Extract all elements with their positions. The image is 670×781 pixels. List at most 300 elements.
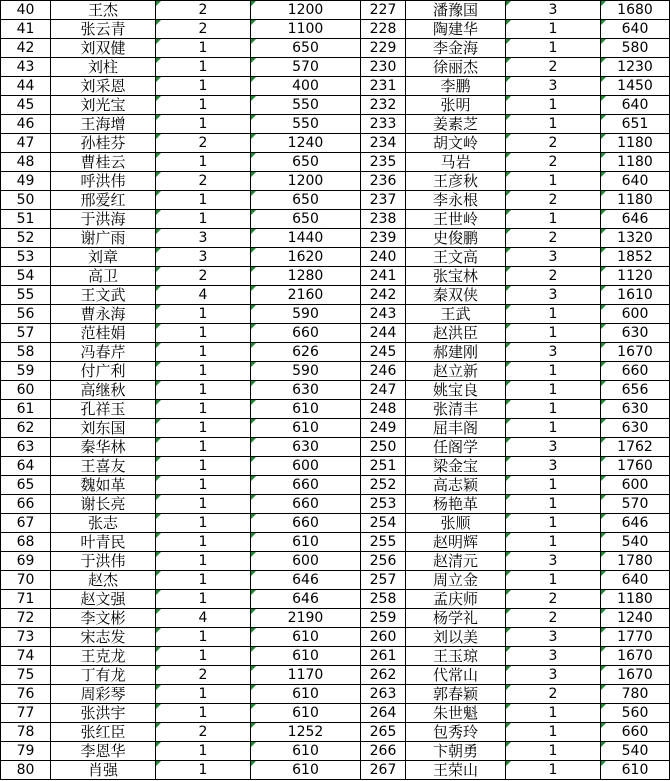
cell-row-number-right[interactable]: 228 (361, 20, 406, 39)
cell-count-left[interactable]: 2 (156, 134, 251, 153)
cell-name-left[interactable]: 曹桂云 (51, 153, 156, 172)
cell-name-right[interactable]: 任阁学 (406, 438, 506, 457)
cell-row-number-left[interactable]: 62 (1, 419, 51, 438)
cell-amount-right[interactable]: 570 (601, 495, 670, 514)
cell-count-right[interactable]: 3 (506, 666, 601, 685)
cell-name-right[interactable]: 秦双侠 (406, 286, 506, 305)
cell-count-left[interactable]: 1 (156, 39, 251, 58)
cell-amount-left[interactable]: 570 (251, 58, 361, 77)
cell-row-number-left[interactable]: 79 (1, 742, 51, 761)
cell-count-right[interactable]: 1 (506, 20, 601, 39)
cell-row-number-right[interactable]: 240 (361, 248, 406, 267)
cell-count-right[interactable]: 1 (506, 39, 601, 58)
cell-row-number-right[interactable]: 244 (361, 324, 406, 343)
cell-row-number-left[interactable]: 44 (1, 77, 51, 96)
cell-row-number-left[interactable]: 53 (1, 248, 51, 267)
cell-row-number-left[interactable]: 71 (1, 590, 51, 609)
cell-name-left[interactable]: 刘柱 (51, 58, 156, 77)
cell-count-right[interactable]: 3 (506, 77, 601, 96)
cell-amount-right[interactable]: 1780 (601, 552, 670, 571)
cell-row-number-right[interactable]: 262 (361, 666, 406, 685)
cell-amount-left[interactable]: 610 (251, 419, 361, 438)
cell-row-number-right[interactable]: 247 (361, 381, 406, 400)
cell-row-number-right[interactable]: 246 (361, 362, 406, 381)
cell-count-left[interactable]: 1 (156, 476, 251, 495)
cell-amount-left[interactable]: 660 (251, 324, 361, 343)
cell-row-number-left[interactable]: 45 (1, 96, 51, 115)
cell-name-right[interactable]: 李永根 (406, 191, 506, 210)
cell-row-number-left[interactable]: 76 (1, 685, 51, 704)
cell-count-left[interactable]: 1 (156, 96, 251, 115)
cell-row-number-left[interactable]: 51 (1, 210, 51, 229)
cell-name-right[interactable]: 梁金宝 (406, 457, 506, 476)
cell-row-number-left[interactable]: 61 (1, 400, 51, 419)
cell-row-number-left[interactable]: 78 (1, 723, 51, 742)
cell-row-number-left[interactable]: 57 (1, 324, 51, 343)
cell-amount-left[interactable]: 590 (251, 305, 361, 324)
cell-row-number-right[interactable]: 238 (361, 210, 406, 229)
cell-row-number-left[interactable]: 41 (1, 20, 51, 39)
cell-name-right[interactable]: 周立金 (406, 571, 506, 590)
cell-name-left[interactable]: 王喜友 (51, 457, 156, 476)
cell-row-number-right[interactable]: 231 (361, 77, 406, 96)
cell-name-left[interactable]: 叶青民 (51, 533, 156, 552)
cell-row-number-left[interactable]: 63 (1, 438, 51, 457)
cell-row-number-right[interactable]: 239 (361, 229, 406, 248)
cell-count-right[interactable]: 3 (506, 248, 601, 267)
cell-name-left[interactable]: 呼洪伟 (51, 172, 156, 191)
cell-row-number-right[interactable]: 266 (361, 742, 406, 761)
cell-amount-right[interactable]: 560 (601, 704, 670, 723)
cell-amount-left[interactable]: 650 (251, 39, 361, 58)
cell-amount-right[interactable]: 1320 (601, 229, 670, 248)
cell-count-left[interactable]: 1 (156, 210, 251, 229)
cell-row-number-left[interactable]: 49 (1, 172, 51, 191)
cell-count-right[interactable]: 3 (506, 647, 601, 666)
cell-amount-left[interactable]: 650 (251, 210, 361, 229)
cell-row-number-right[interactable]: 263 (361, 685, 406, 704)
cell-count-left[interactable]: 1 (156, 704, 251, 723)
cell-row-number-right[interactable]: 234 (361, 134, 406, 153)
cell-name-left[interactable]: 于洪伟 (51, 552, 156, 571)
cell-row-number-left[interactable]: 54 (1, 267, 51, 286)
cell-count-right[interactable]: 2 (506, 229, 601, 248)
cell-amount-right[interactable]: 1180 (601, 191, 670, 210)
cell-amount-right[interactable]: 630 (601, 400, 670, 419)
cell-count-right[interactable]: 1 (506, 324, 601, 343)
cell-row-number-left[interactable]: 47 (1, 134, 51, 153)
cell-name-left[interactable]: 宋志发 (51, 628, 156, 647)
cell-count-left[interactable]: 1 (156, 571, 251, 590)
cell-amount-right[interactable]: 1610 (601, 286, 670, 305)
cell-count-right[interactable]: 1 (506, 533, 601, 552)
cell-name-left[interactable]: 刘章 (51, 248, 156, 267)
cell-count-left[interactable]: 1 (156, 191, 251, 210)
cell-row-number-right[interactable]: 255 (361, 533, 406, 552)
cell-row-number-left[interactable]: 58 (1, 343, 51, 362)
cell-row-number-right[interactable]: 243 (361, 305, 406, 324)
cell-row-number-right[interactable]: 232 (361, 96, 406, 115)
cell-row-number-left[interactable]: 66 (1, 495, 51, 514)
cell-amount-left[interactable]: 1200 (251, 172, 361, 191)
cell-amount-left[interactable]: 660 (251, 514, 361, 533)
cell-name-left[interactable]: 于洪海 (51, 210, 156, 229)
cell-name-right[interactable]: 高志颖 (406, 476, 506, 495)
cell-amount-left[interactable]: 550 (251, 115, 361, 134)
cell-count-left[interactable]: 2 (156, 723, 251, 742)
cell-name-right[interactable]: 王文高 (406, 248, 506, 267)
cell-row-number-left[interactable]: 74 (1, 647, 51, 666)
cell-name-left[interactable]: 谢长亮 (51, 495, 156, 514)
cell-amount-left[interactable]: 2160 (251, 286, 361, 305)
cell-amount-left[interactable]: 626 (251, 343, 361, 362)
cell-amount-right[interactable]: 640 (601, 96, 670, 115)
cell-amount-right[interactable]: 540 (601, 742, 670, 761)
cell-amount-right[interactable]: 1852 (601, 248, 670, 267)
cell-count-left[interactable]: 1 (156, 438, 251, 457)
cell-name-right[interactable]: 刘以美 (406, 628, 506, 647)
cell-row-number-left[interactable]: 65 (1, 476, 51, 495)
cell-row-number-right[interactable]: 249 (361, 419, 406, 438)
cell-row-number-left[interactable]: 59 (1, 362, 51, 381)
cell-amount-left[interactable]: 1170 (251, 666, 361, 685)
cell-name-right[interactable]: 姚宝良 (406, 381, 506, 400)
cell-amount-left[interactable]: 646 (251, 590, 361, 609)
cell-name-left[interactable]: 刘东国 (51, 419, 156, 438)
cell-row-number-left[interactable]: 60 (1, 381, 51, 400)
cell-name-right[interactable]: 徐丽杰 (406, 58, 506, 77)
cell-name-left[interactable]: 谢广雨 (51, 229, 156, 248)
cell-count-left[interactable]: 1 (156, 115, 251, 134)
cell-count-right[interactable]: 1 (506, 115, 601, 134)
cell-amount-left[interactable]: 600 (251, 457, 361, 476)
cell-count-right[interactable]: 3 (506, 552, 601, 571)
cell-amount-left[interactable]: 1440 (251, 229, 361, 248)
cell-count-left[interactable]: 1 (156, 419, 251, 438)
cell-name-right[interactable]: 胡文岭 (406, 134, 506, 153)
cell-count-right[interactable]: 2 (506, 267, 601, 286)
cell-name-left[interactable]: 丁有龙 (51, 666, 156, 685)
cell-count-left[interactable]: 1 (156, 514, 251, 533)
cell-name-right[interactable]: 史俊鹏 (406, 229, 506, 248)
cell-amount-right[interactable]: 646 (601, 514, 670, 533)
cell-count-right[interactable]: 1 (506, 723, 601, 742)
cell-count-left[interactable]: 1 (156, 495, 251, 514)
cell-name-right[interactable]: 张宝林 (406, 267, 506, 286)
cell-amount-right[interactable]: 646 (601, 210, 670, 229)
cell-row-number-right[interactable]: 245 (361, 343, 406, 362)
cell-amount-right[interactable]: 1180 (601, 590, 670, 609)
cell-amount-right[interactable]: 540 (601, 533, 670, 552)
cell-amount-right[interactable]: 660 (601, 362, 670, 381)
cell-row-number-left[interactable]: 73 (1, 628, 51, 647)
cell-amount-left[interactable]: 610 (251, 647, 361, 666)
cell-count-right[interactable]: 2 (506, 58, 601, 77)
cell-row-number-right[interactable]: 250 (361, 438, 406, 457)
cell-count-right[interactable]: 1 (506, 400, 601, 419)
cell-row-number-left[interactable]: 43 (1, 58, 51, 77)
cell-count-left[interactable]: 1 (156, 457, 251, 476)
cell-name-right[interactable]: 屈丰阁 (406, 419, 506, 438)
cell-amount-left[interactable]: 610 (251, 400, 361, 419)
cell-amount-left[interactable]: 630 (251, 438, 361, 457)
cell-count-right[interactable]: 3 (506, 1, 601, 20)
cell-amount-right[interactable]: 1670 (601, 647, 670, 666)
cell-count-left[interactable]: 2 (156, 1, 251, 20)
cell-name-left[interactable]: 王杰 (51, 1, 156, 20)
cell-name-left[interactable]: 张红臣 (51, 723, 156, 742)
cell-amount-left[interactable]: 2190 (251, 609, 361, 628)
cell-row-number-right[interactable]: 265 (361, 723, 406, 742)
cell-amount-right[interactable]: 1770 (601, 628, 670, 647)
cell-row-number-right[interactable]: 258 (361, 590, 406, 609)
cell-amount-right[interactable]: 1180 (601, 153, 670, 172)
cell-count-right[interactable]: 3 (506, 457, 601, 476)
cell-amount-left[interactable]: 1100 (251, 20, 361, 39)
cell-count-left[interactable]: 1 (156, 533, 251, 552)
cell-amount-left[interactable]: 660 (251, 495, 361, 514)
cell-count-left[interactable]: 1 (156, 590, 251, 609)
cell-amount-left[interactable]: 610 (251, 685, 361, 704)
cell-row-number-left[interactable]: 42 (1, 39, 51, 58)
cell-name-left[interactable]: 李文彬 (51, 609, 156, 628)
cell-name-left[interactable]: 赵文强 (51, 590, 156, 609)
cell-count-right[interactable]: 3 (506, 438, 601, 457)
cell-amount-right[interactable]: 1120 (601, 267, 670, 286)
cell-amount-right[interactable]: 640 (601, 20, 670, 39)
cell-amount-right[interactable]: 660 (601, 723, 670, 742)
cell-name-right[interactable]: 赵洪臣 (406, 324, 506, 343)
cell-amount-right[interactable]: 630 (601, 419, 670, 438)
cell-count-right[interactable]: 1 (506, 742, 601, 761)
cell-row-number-right[interactable]: 235 (361, 153, 406, 172)
cell-count-left[interactable]: 2 (156, 666, 251, 685)
cell-name-right[interactable]: 郝建刚 (406, 343, 506, 362)
cell-amount-right[interactable]: 656 (601, 381, 670, 400)
cell-amount-right[interactable]: 651 (601, 115, 670, 134)
cell-count-right[interactable]: 2 (506, 590, 601, 609)
cell-name-right[interactable]: 赵清元 (406, 552, 506, 571)
cell-amount-left[interactable]: 590 (251, 362, 361, 381)
cell-name-left[interactable]: 王文武 (51, 286, 156, 305)
cell-row-number-right[interactable]: 230 (361, 58, 406, 77)
cell-name-right[interactable]: 朱世魁 (406, 704, 506, 723)
cell-count-left[interactable]: 2 (156, 20, 251, 39)
cell-name-left[interactable]: 冯春芹 (51, 343, 156, 362)
cell-row-number-left[interactable]: 68 (1, 533, 51, 552)
cell-amount-right[interactable]: 580 (601, 39, 670, 58)
cell-amount-left[interactable]: 550 (251, 96, 361, 115)
cell-name-right[interactable]: 包秀玲 (406, 723, 506, 742)
cell-name-right[interactable]: 赵立新 (406, 362, 506, 381)
cell-count-left[interactable]: 2 (156, 172, 251, 191)
cell-row-number-right[interactable]: 248 (361, 400, 406, 419)
cell-row-number-right[interactable]: 237 (361, 191, 406, 210)
cell-count-left[interactable]: 1 (156, 628, 251, 647)
cell-count-left[interactable]: 1 (156, 305, 251, 324)
cell-amount-left[interactable]: 1252 (251, 723, 361, 742)
cell-count-left[interactable]: 1 (156, 324, 251, 343)
cell-amount-left[interactable]: 650 (251, 153, 361, 172)
cell-amount-left[interactable]: 1280 (251, 267, 361, 286)
cell-row-number-right[interactable]: 254 (361, 514, 406, 533)
cell-amount-left[interactable]: 610 (251, 704, 361, 723)
cell-name-left[interactable]: 刘双健 (51, 39, 156, 58)
cell-amount-right[interactable]: 1670 (601, 343, 670, 362)
cell-count-right[interactable]: 1 (506, 96, 601, 115)
cell-count-left[interactable]: 1 (156, 58, 251, 77)
cell-amount-left[interactable]: 650 (251, 191, 361, 210)
cell-count-left[interactable]: 3 (156, 229, 251, 248)
cell-name-left[interactable]: 赵杰 (51, 571, 156, 590)
cell-amount-right[interactable]: 610 (601, 761, 670, 780)
cell-count-left[interactable]: 3 (156, 248, 251, 267)
cell-row-number-right[interactable]: 236 (361, 172, 406, 191)
cell-count-right[interactable]: 2 (506, 685, 601, 704)
cell-amount-right[interactable]: 600 (601, 305, 670, 324)
cell-amount-right[interactable]: 1230 (601, 58, 670, 77)
cell-row-number-left[interactable]: 46 (1, 115, 51, 134)
cell-amount-right[interactable]: 1760 (601, 457, 670, 476)
cell-count-right[interactable]: 3 (506, 343, 601, 362)
cell-name-left[interactable]: 张云青 (51, 20, 156, 39)
cell-name-left[interactable]: 刘采恩 (51, 77, 156, 96)
cell-name-right[interactable]: 王玉琼 (406, 647, 506, 666)
cell-name-left[interactable]: 张洪宇 (51, 704, 156, 723)
cell-name-left[interactable]: 肖强 (51, 761, 156, 780)
cell-row-number-right[interactable]: 257 (361, 571, 406, 590)
cell-name-left[interactable]: 高继秋 (51, 381, 156, 400)
cell-count-right[interactable]: 2 (506, 153, 601, 172)
cell-name-left[interactable]: 张志 (51, 514, 156, 533)
cell-row-number-right[interactable]: 252 (361, 476, 406, 495)
cell-amount-left[interactable]: 630 (251, 381, 361, 400)
cell-amount-left[interactable]: 600 (251, 552, 361, 571)
cell-count-right[interactable]: 1 (506, 571, 601, 590)
cell-count-left[interactable]: 1 (156, 381, 251, 400)
cell-row-number-left[interactable]: 70 (1, 571, 51, 590)
cell-name-left[interactable]: 秦华林 (51, 438, 156, 457)
cell-amount-right[interactable]: 1762 (601, 438, 670, 457)
cell-amount-left[interactable]: 646 (251, 571, 361, 590)
cell-name-left[interactable]: 邢爱红 (51, 191, 156, 210)
cell-name-right[interactable]: 卞朝勇 (406, 742, 506, 761)
cell-name-right[interactable]: 潘豫国 (406, 1, 506, 20)
cell-name-right[interactable]: 孟庆师 (406, 590, 506, 609)
cell-name-right[interactable]: 李鹏 (406, 77, 506, 96)
cell-name-left[interactable]: 李恩华 (51, 742, 156, 761)
cell-name-right[interactable]: 张清丰 (406, 400, 506, 419)
cell-count-right[interactable]: 3 (506, 628, 601, 647)
cell-row-number-left[interactable]: 69 (1, 552, 51, 571)
cell-count-right[interactable]: 1 (506, 210, 601, 229)
cell-name-left[interactable]: 孙桂芬 (51, 134, 156, 153)
cell-row-number-right[interactable]: 256 (361, 552, 406, 571)
cell-row-number-left[interactable]: 72 (1, 609, 51, 628)
cell-row-number-right[interactable]: 241 (361, 267, 406, 286)
cell-name-left[interactable]: 高卫 (51, 267, 156, 286)
cell-count-left[interactable]: 1 (156, 761, 251, 780)
cell-count-left[interactable]: 1 (156, 362, 251, 381)
cell-count-right[interactable]: 1 (506, 495, 601, 514)
cell-count-right[interactable]: 1 (506, 305, 601, 324)
cell-row-number-right[interactable]: 242 (361, 286, 406, 305)
cell-name-right[interactable]: 杨艳革 (406, 495, 506, 514)
cell-name-right[interactable]: 马岩 (406, 153, 506, 172)
cell-name-right[interactable]: 李金海 (406, 39, 506, 58)
cell-row-number-right[interactable]: 260 (361, 628, 406, 647)
cell-name-left[interactable]: 曹永海 (51, 305, 156, 324)
cell-row-number-right[interactable]: 261 (361, 647, 406, 666)
cell-name-left[interactable]: 刘光宝 (51, 96, 156, 115)
cell-amount-left[interactable]: 1200 (251, 1, 361, 20)
cell-amount-right[interactable]: 1680 (601, 1, 670, 20)
cell-amount-left[interactable]: 400 (251, 77, 361, 96)
cell-amount-left[interactable]: 610 (251, 761, 361, 780)
cell-row-number-left[interactable]: 64 (1, 457, 51, 476)
cell-row-number-left[interactable]: 67 (1, 514, 51, 533)
cell-name-right[interactable]: 王荣山 (406, 761, 506, 780)
cell-count-right[interactable]: 3 (506, 286, 601, 305)
cell-name-left[interactable]: 王克龙 (51, 647, 156, 666)
cell-amount-left[interactable]: 660 (251, 476, 361, 495)
cell-count-right[interactable]: 1 (506, 362, 601, 381)
cell-row-number-right[interactable]: 253 (361, 495, 406, 514)
cell-count-left[interactable]: 1 (156, 742, 251, 761)
cell-name-left[interactable]: 付广利 (51, 362, 156, 381)
cell-count-left[interactable]: 4 (156, 286, 251, 305)
cell-count-right[interactable]: 1 (506, 419, 601, 438)
cell-row-number-left[interactable]: 75 (1, 666, 51, 685)
cell-row-number-right[interactable]: 251 (361, 457, 406, 476)
cell-amount-left[interactable]: 610 (251, 533, 361, 552)
cell-count-right[interactable]: 1 (506, 172, 601, 191)
cell-name-right[interactable]: 张顺 (406, 514, 506, 533)
cell-name-left[interactable]: 孔祥玉 (51, 400, 156, 419)
cell-amount-right[interactable]: 780 (601, 685, 670, 704)
cell-count-left[interactable]: 1 (156, 153, 251, 172)
cell-amount-left[interactable]: 1620 (251, 248, 361, 267)
cell-name-right[interactable]: 王武 (406, 305, 506, 324)
cell-row-number-right[interactable]: 227 (361, 1, 406, 20)
cell-amount-right[interactable]: 600 (601, 476, 670, 495)
cell-count-left[interactable]: 2 (156, 267, 251, 286)
cell-row-number-left[interactable]: 80 (1, 761, 51, 780)
cell-row-number-left[interactable]: 77 (1, 704, 51, 723)
cell-amount-right[interactable]: 1180 (601, 134, 670, 153)
cell-count-right[interactable]: 2 (506, 191, 601, 210)
cell-count-right[interactable]: 2 (506, 134, 601, 153)
cell-name-right[interactable]: 郭春颖 (406, 685, 506, 704)
cell-name-right[interactable]: 王彦秋 (406, 172, 506, 191)
cell-row-number-left[interactable]: 52 (1, 229, 51, 248)
cell-name-right[interactable]: 张明 (406, 96, 506, 115)
cell-name-right[interactable]: 杨学礼 (406, 609, 506, 628)
cell-name-left[interactable]: 周彩琴 (51, 685, 156, 704)
cell-name-right[interactable]: 王世岭 (406, 210, 506, 229)
cell-name-left[interactable]: 王海增 (51, 115, 156, 134)
cell-row-number-right[interactable]: 267 (361, 761, 406, 780)
cell-row-number-right[interactable]: 259 (361, 609, 406, 628)
cell-amount-right[interactable]: 640 (601, 571, 670, 590)
cell-row-number-left[interactable]: 40 (1, 1, 51, 20)
cell-amount-left[interactable]: 610 (251, 742, 361, 761)
cell-count-left[interactable]: 1 (156, 685, 251, 704)
cell-count-right[interactable]: 1 (506, 476, 601, 495)
cell-amount-right[interactable]: 640 (601, 172, 670, 191)
cell-row-number-left[interactable]: 56 (1, 305, 51, 324)
cell-name-right[interactable]: 赵明辉 (406, 533, 506, 552)
